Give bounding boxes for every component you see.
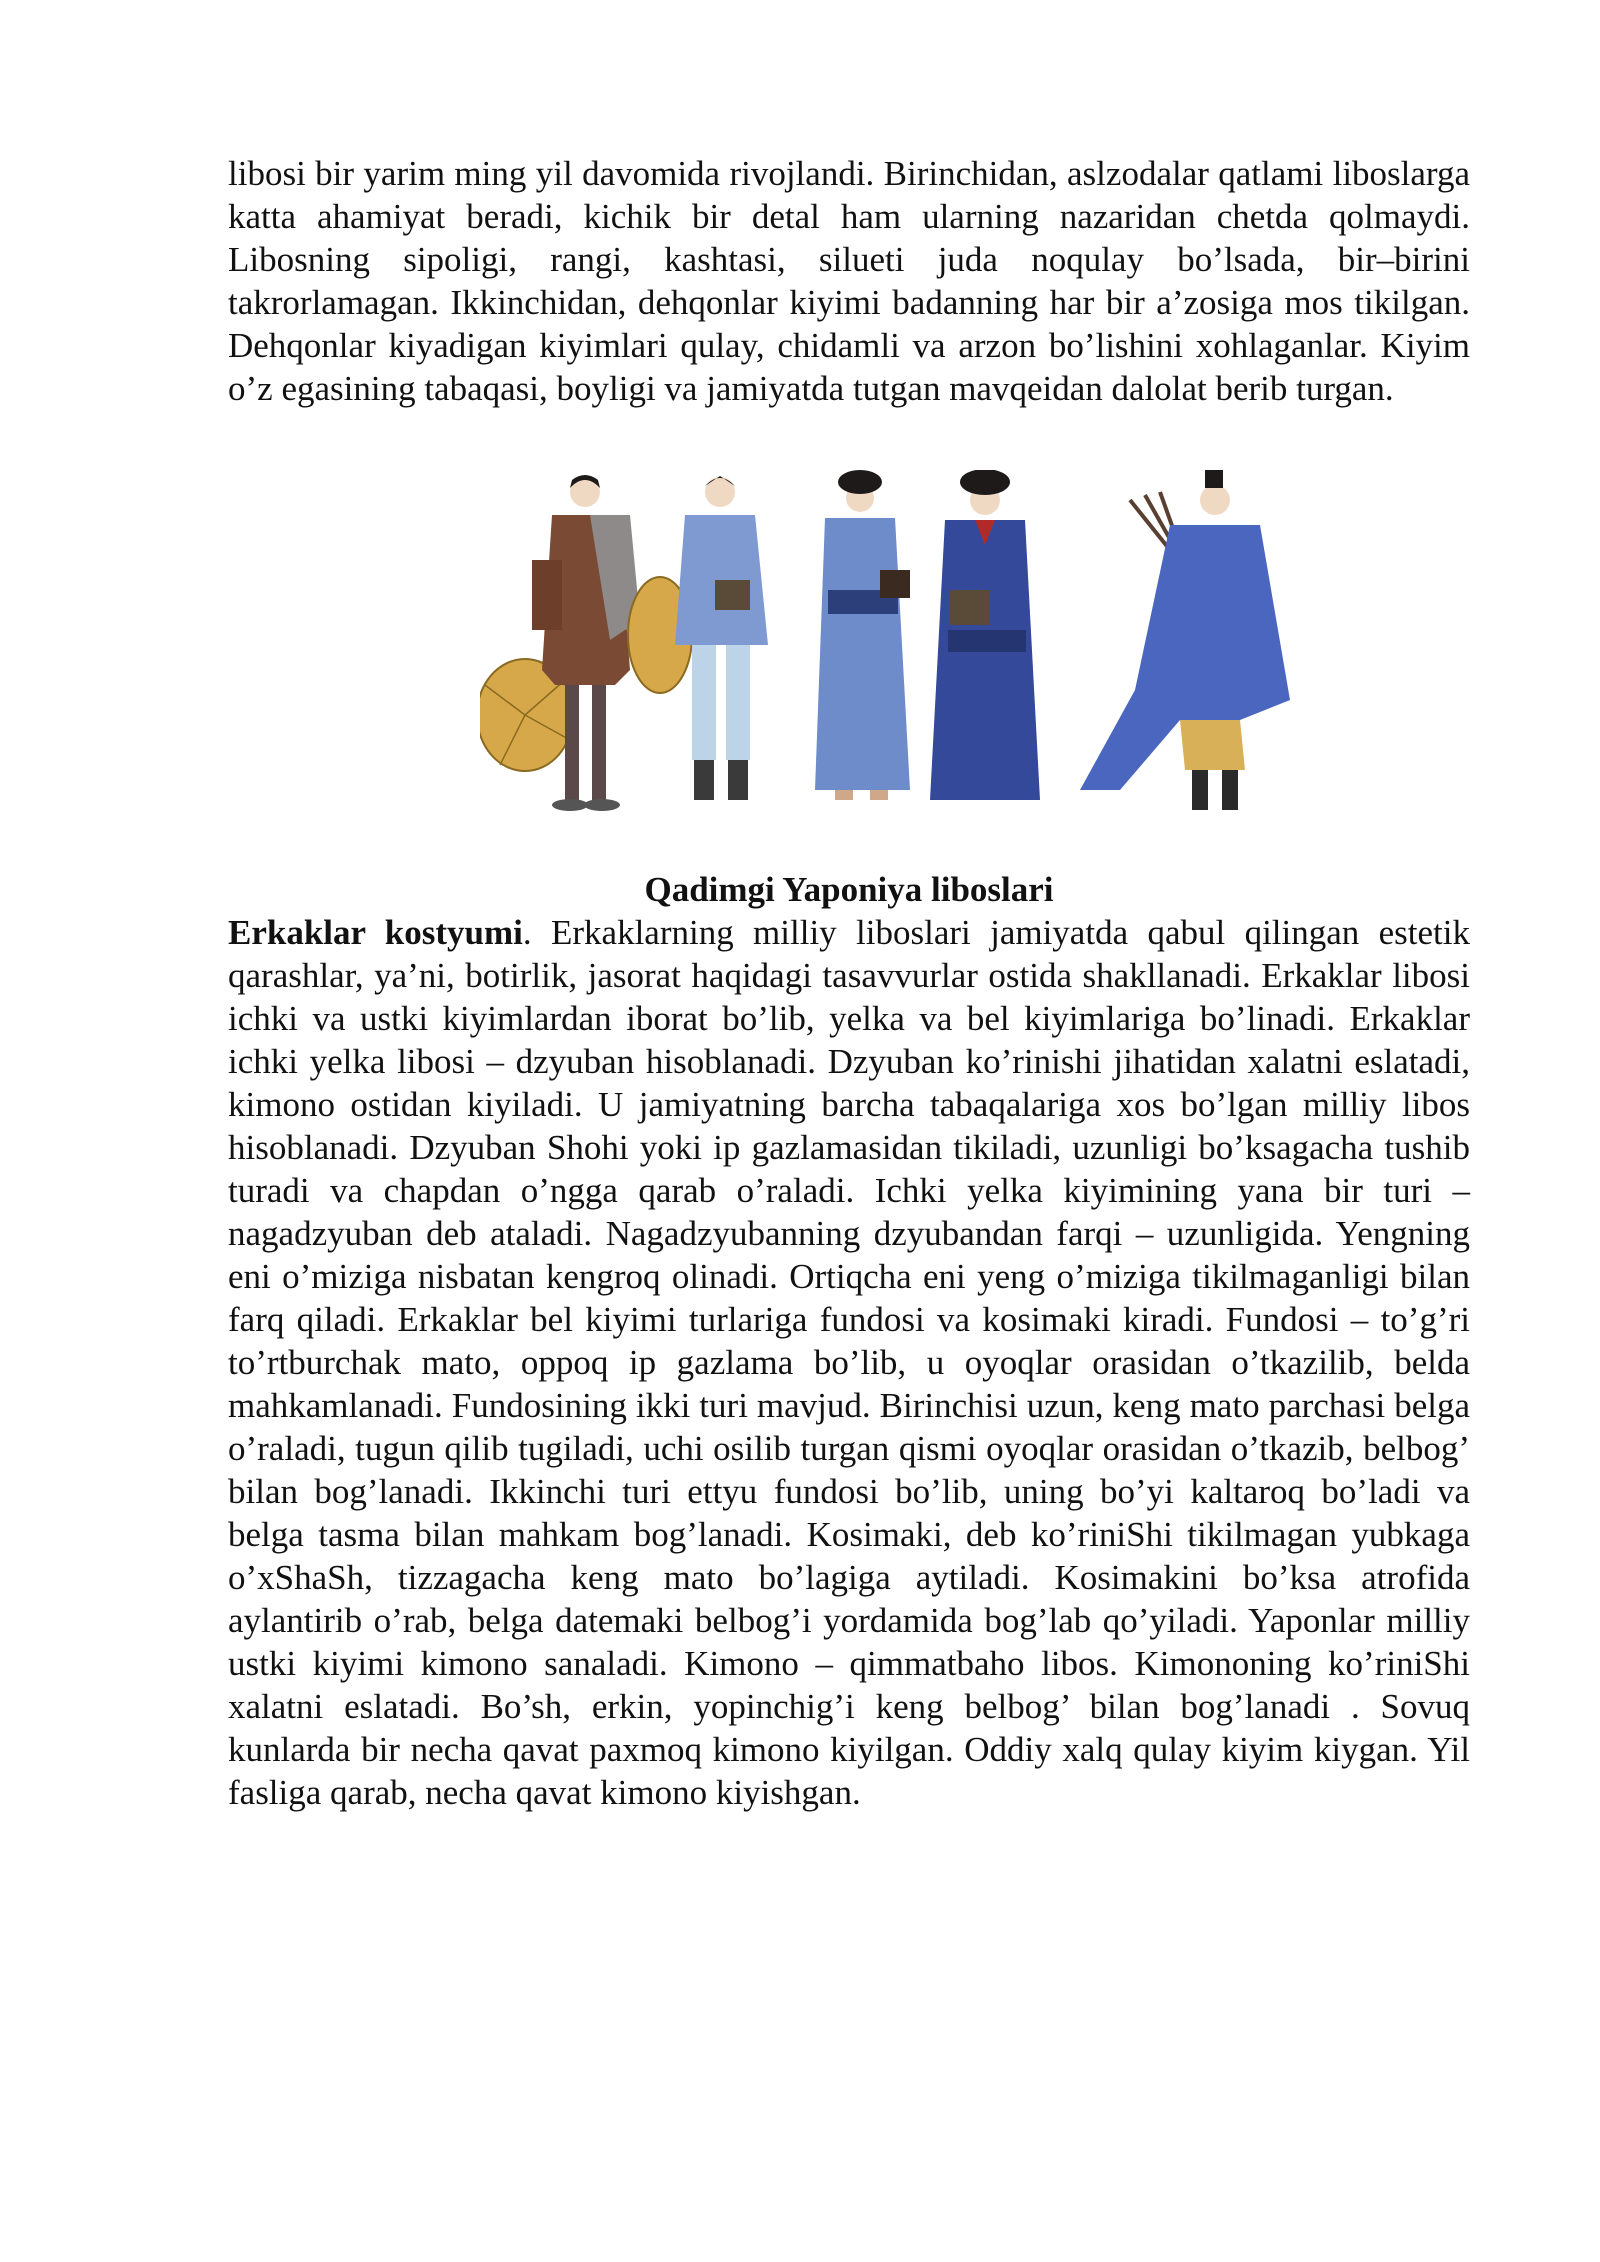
section-body-text: . Erkaklarning milliy liboslari jamiyatda qabul qilingan estetik qarashlar, ya’ni, botirlik, jasorat haqidagi tasavvurlar ostida shakllanadi. Erkaklar libosi ichki va ustki kiyimlardan iborat bo’lib, yelka va bel kiyimlariga bo’linadi. Erkaklar ichki yelka libosi – dzyuban hisoblanadi. Dzyuban ko’rinishi jihatidan xalatni eslatadi, kimono ostidan kiyiladi. U jamiyatning barcha tabaqalariga xos bo’lgan milliy libos hisoblanadi. Dzyuban Shohi yoki ip gazlamasidan tikiladi, uzunligi bo’ksagacha tushib turadi va chapdan o’ngga qarab o’raladi. Ichki yelka kiyimining yana bir turi – nagadzyuban deb ataladi. Nagadzyubanning dzyubandan farqi – uzunligida. Yengning eni o’miziga nisbatan kengroq olinadi. Ortiqcha eni yeng o’miziga tikilmaganligi bilan farq qiladi. Erkaklar bel kiyimi turlariga fundosi va kosimaki kiradi. Fundosi – to’g’ri to’rtburchak mato, oppoq ip gazlama bo’lib, u oyoqlar orasidan o’tkazilib, belda mahkamlanadi. Fundosining ikki turi mavjud. Birinchisi uzun, keng mato parchasi belga o’raladi, tugun qilib tugiladi, uchi osilib turgan qismi oyoqlar orasidan o’tkazib, belbog’ bilan bog’lanadi. Ikkinchi turi ettyu fundosi bo’lib, uning bo’yi kaltaroq bo’ladi va belga tasma bilan mahkam bog’lanadi. Kosimaki, deb ko’riniShi tikilmagan yubkaga o’xShaSh, tizzagacha keng mato bo’lagiga aytiladi. Kosimakini bo’ksa atrofida aylantirib o’rab, belga datemaki belbog’i yordamida bog’lab qo’yiladi. Yaponlar milliy ustki kiyimi kimono sanaladi. Kimono – qimmatbaho libos. Kimononing ko’riniShi xalatni eslatadi. Bo’sh, erkin, yopinchig’i keng belbog’ bilan bog’lanadi . Sovuq kunlarda bir necha qavat paxmoq kimono kiyilgan. Oddiy xalq qulay kiyim kiygan. Yil fasliga qarab, necha qavat kimono kiyishgan. — [228, 913, 1470, 1812]
section-lead-title: Erkaklar kostyumi — [228, 913, 523, 952]
figure-man-peasant — [480, 475, 640, 811]
figure-woman-noble — [930, 470, 1040, 800]
figure-man-archer — [1080, 470, 1290, 810]
figure-caption: Qadimgi Yaponiya liboslari — [644, 870, 1054, 909]
men-costume-paragraph — [228, 911, 1470, 1814]
figure-man-townsman — [628, 476, 768, 800]
costumes-illustration — [480, 470, 1300, 850]
intro-paragraph: libosi bir yarim ming yil davomida rivojlandi. Birinchidan, aslzodalar qatlami liboslarga katta ahamiyat beradi, kichik bir detal ham ularning nazaridan chetda qolmaydi. Libosning sipoligi, rangi, kashtasi, silueti juda noqulay bo’lsada, bir–birini takrorlamagan. Ikkinchidan, dehqonlar kiyimi badanning har bir a’zosiga mos tikilgan. Dehqonlar kiyadigan kiyimlari qulay, chidamli va arzon bo’lishini xohlaganlar. Kiyim o’z egasining tabaqasi, boyligi va jamiyatda tutgan mavqeidan dalolat berib turgan. — [228, 154, 1470, 408]
figure-woman-kimono — [815, 470, 910, 800]
